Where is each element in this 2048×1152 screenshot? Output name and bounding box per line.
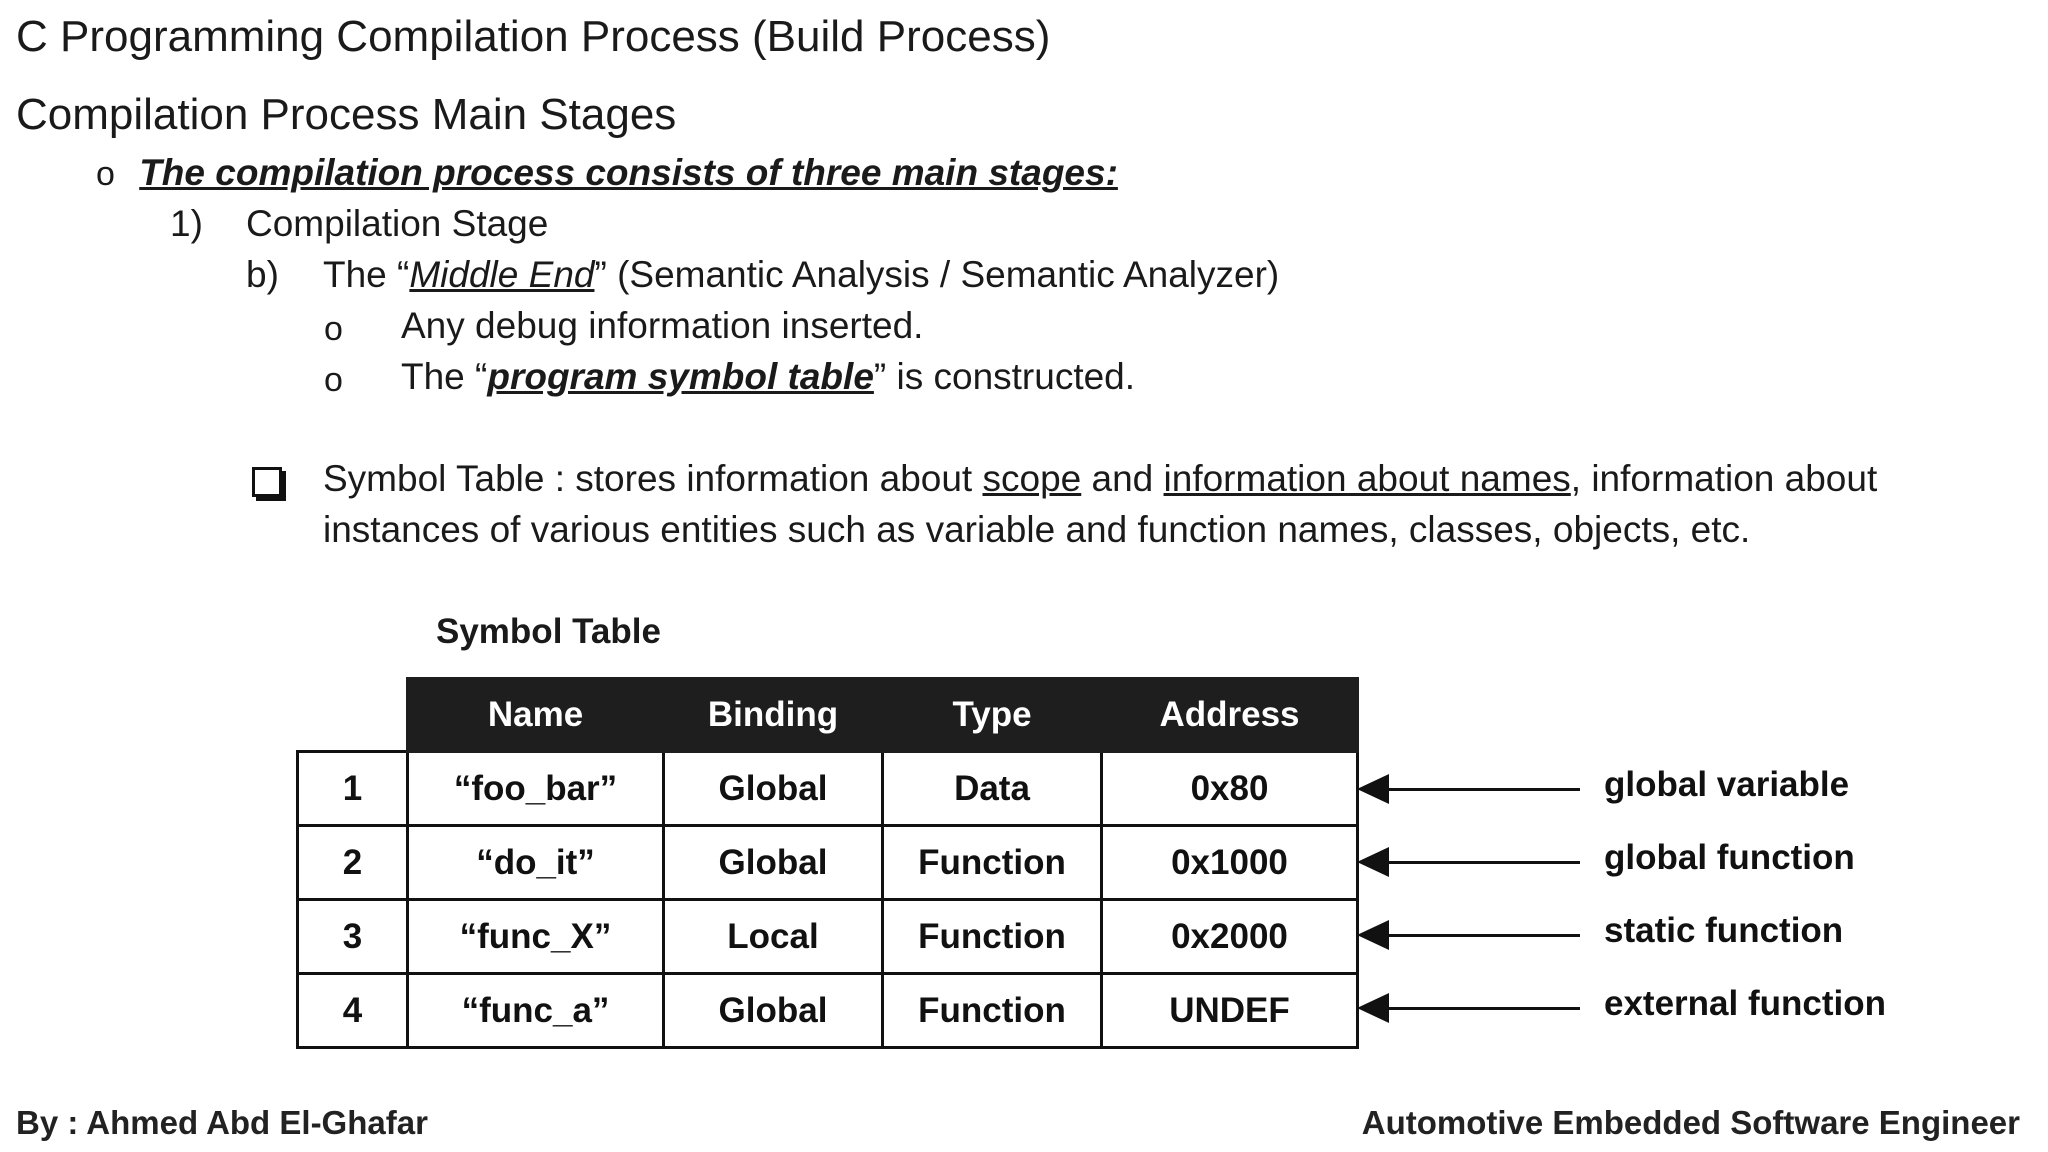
section-subtitle: Compilation Process Main Stages — [16, 90, 677, 139]
symbol-table-title: Symbol Table — [436, 612, 661, 651]
header-name: Name — [408, 679, 664, 752]
annotation-label: static function — [1604, 911, 1844, 950]
cell-binding: Global — [664, 974, 883, 1048]
bullet-prefix: The “ — [401, 356, 488, 397]
cell-name: “func_X” — [408, 900, 664, 974]
header-index-blank — [298, 679, 408, 752]
note-line-1 — [323, 458, 1877, 500]
bullet-suffix: ” is constructed. — [873, 356, 1136, 397]
header-address: Address — [1102, 679, 1358, 752]
table-row — [298, 974, 1358, 1048]
footer-author: By : Ahmed Abd El-Ghafar — [16, 1104, 428, 1141]
page-title: C Programming Compilation Process (Build Process) — [16, 12, 1051, 61]
note-text: Symbol Table : stores information about — [323, 458, 983, 499]
cell-name: “do_it” — [408, 826, 664, 900]
cell-address: 0x80 — [1102, 752, 1358, 826]
note-line-2: instances of various entities such as variable and function names, classes, objects, etc. — [323, 509, 1751, 550]
substage-prefix: The “ — [323, 254, 410, 295]
header-type: Type — [883, 679, 1102, 752]
cell-type: Function — [883, 826, 1102, 900]
arrow-left-icon — [1357, 844, 1580, 880]
note-text: and — [1081, 458, 1164, 499]
cell-binding: Global — [664, 826, 883, 900]
main-bullet-row — [96, 152, 1118, 194]
cell-type: Function — [883, 900, 1102, 974]
table-row — [298, 900, 1358, 974]
table-header-row — [298, 679, 1358, 752]
table-row — [298, 752, 1358, 826]
cell-name: “func_a” — [408, 974, 664, 1048]
substage-text — [323, 254, 1279, 296]
note-names-term: information about names — [1163, 458, 1571, 499]
circle-bullet-icon: o — [96, 155, 115, 193]
row-index: 2 — [298, 826, 408, 900]
stage-number: 1) — [170, 203, 203, 244]
note-scope-term: scope — [982, 458, 1082, 499]
main-bullet-text: The compilation process consists of three main stages: — [139, 152, 1118, 193]
cell-type: Function — [883, 974, 1102, 1048]
row-index: 4 — [298, 974, 408, 1048]
checkbox-bullet-icon — [252, 467, 282, 497]
table-row — [298, 826, 1358, 900]
bullet-debug-info: Any debug information inserted. — [401, 305, 924, 346]
substage-suffix: ” (Semantic Analysis / Semantic Analyzer) — [594, 254, 1280, 295]
row-index: 3 — [298, 900, 408, 974]
annotation-label: external function — [1604, 984, 1886, 1023]
row-index: 1 — [298, 752, 408, 826]
arrow-left-icon — [1357, 917, 1580, 953]
header-binding: Binding — [664, 679, 883, 752]
cell-name: “foo_bar” — [408, 752, 664, 826]
program-symbol-table-term: program symbol table — [487, 356, 874, 397]
cell-binding: Global — [664, 752, 883, 826]
footer-role: Automotive Embedded Software Engineer — [1361, 1104, 2020, 1141]
note-text: , information about — [1570, 458, 1878, 499]
cell-address: 0x1000 — [1102, 826, 1358, 900]
cell-binding: Local — [664, 900, 883, 974]
arrow-left-icon — [1357, 990, 1580, 1026]
bullet-symbol-table — [401, 356, 1135, 398]
cell-address: UNDEF — [1102, 974, 1358, 1048]
arrow-left-icon — [1357, 771, 1580, 807]
symbol-table — [296, 677, 1359, 1049]
circle-bullet-icon: o — [324, 310, 343, 348]
annotation-label: global function — [1604, 838, 1855, 877]
substage-letter: b) — [246, 254, 279, 295]
annotation-label: global variable — [1604, 765, 1850, 804]
circle-bullet-icon: o — [324, 361, 343, 399]
stage-label: Compilation Stage — [246, 203, 549, 244]
cell-address: 0x2000 — [1102, 900, 1358, 974]
cell-type: Data — [883, 752, 1102, 826]
middle-end-term: Middle End — [409, 254, 595, 295]
